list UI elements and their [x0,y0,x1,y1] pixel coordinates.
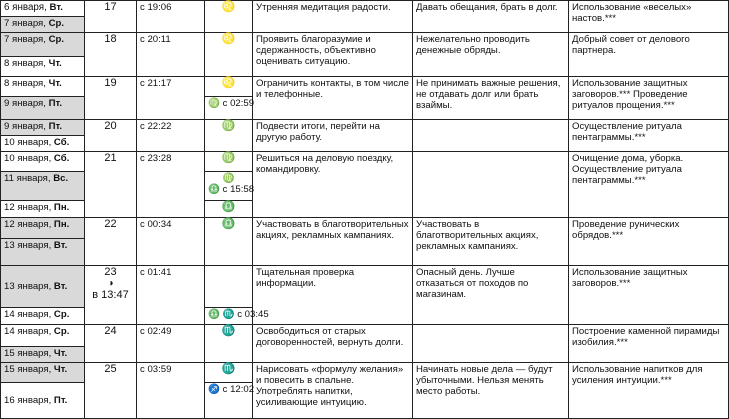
scorpio-sign-icon: ♏ [205,363,253,383]
warning-cell: Начинать новые дела — будут убыточными. Нельзя менять место работы. [413,363,569,419]
date-cell: 11 января, Вс. [1,172,85,200]
recommended-cell: Тщательная проверка информации. [253,265,413,324]
lunar-day: 24 [85,324,137,363]
lunar-day-start: с 02:49 [137,324,205,363]
warning-cell: Опасный день. Лучше отказаться от походов по магазинам. [413,265,569,324]
lunar-day-start: с 00:34 [137,218,205,266]
lunar-day-start: с 23:28 [137,152,205,218]
virgo-sign-icon: ♍ [222,173,235,185]
ritual-cell: Проведение рунических обрядов.*** [569,218,729,266]
lunar-day-start: с 20:11 [137,33,205,77]
recommended-cell: Ограничить контакты, в том числе и телефонные. [253,77,413,120]
date-cell: 10 января, Сб. [1,152,85,172]
leo-sign-icon: ♌ [205,1,253,33]
lunar-day-start: с 01:41 [137,265,205,324]
date-cell: 13 января, Вт. [1,265,85,308]
date-cell: 7 января, Ср. [1,17,85,33]
sign-empty [205,265,253,308]
lunar-day-start: с 03:59 [137,363,205,419]
recommended-cell: Решиться на деловую поездку, командировку. [253,152,413,218]
warning-cell: Не принимать важные решения, не отдавать долг или брать взаймы. [413,77,569,120]
libra-sign-icon: ♎ [205,218,253,266]
ritual-cell: Очищение дома, уборка. Осуществление ритуала пентаграммы.*** [569,152,729,218]
date-cell: 7 января, Ср. [1,33,85,56]
date-cell: 14 января, Ср. [1,324,85,346]
libra-sign-icon: ♎ с 15:58 [208,184,255,196]
warning-cell [413,324,569,363]
date-cell: 15 января, Чт. [1,346,85,362]
lunar-day: 22 [85,218,137,266]
ritual-cell: Осуществление ритуала пентаграммы.*** [569,119,729,151]
warning-cell: Нежелательно проводить денежные обряды. [413,33,569,77]
date-cell: 10 января, Сб. [1,135,85,151]
ritual-cell: Использование «веселых» настов.*** [569,1,729,33]
date-cell: 14 января, Ср. [1,308,85,324]
date-cell: 16 января, Пт. [1,383,85,419]
date-cell: 15 января, Чт. [1,363,85,383]
ritual-cell: Добрый совет от делового партнера. [569,33,729,77]
lunar-day: 25 [85,363,137,419]
moon-phase-time: в 13:47 [92,288,129,301]
lunar-day-start: с 21:17 [137,77,205,120]
date-cell: 13 января, Вт. [1,239,85,265]
date-cell: 9 января, Пт. [1,97,85,119]
lunar-day: 17 [85,1,137,33]
leo-sign-icon: ♌ [205,33,253,77]
lunar-day: 18 [85,33,137,77]
libra-sign-icon: ♎ [205,200,253,217]
warning-cell [413,119,569,151]
recommended-cell: Утренняя медитация радости. [253,1,413,33]
first-quarter-moon-icon: ◑ [107,277,114,289]
date-cell: 8 января, Чт. [1,56,85,76]
virgo-sign-icon: ♍ с 02:59 [205,97,253,119]
sagittarius-sign-icon: ♐ с 12:02 [205,383,253,419]
lunar-day: 21 [85,152,137,218]
lunar-day: 19 [85,77,137,120]
leo-sign-icon: ♌ [205,77,253,97]
libra-scorpio-sign-icon: ♎ ♏ с 03:45 [205,308,253,324]
scorpio-sign-icon: ♏ [205,324,253,363]
lunar-day-start: с 19:06 [137,1,205,33]
lunar-day-start: с 22:22 [137,119,205,151]
warning-cell [413,152,569,218]
recommended-cell: Проявить благоразумие и сдержанность, объективно оценивать ситуацию. [253,33,413,77]
date-cell: 6 января, Вт. [1,1,85,17]
warning-cell: Участвовать в благотворительных акциях, рекламных кампаниях. [413,218,569,266]
lunar-day [85,265,137,324]
virgo-sign-icon: ♍ [205,119,253,151]
date-cell: 12 января, Пн. [1,200,85,217]
virgo-libra-sign-icon [205,172,253,200]
warning-cell: Давать обещания, брать в долг. [413,1,569,33]
recommended-cell: Подвести итоги, перейти на другую работу. [253,119,413,151]
virgo-sign-icon: ♍ [205,152,253,172]
ritual-cell: Использование напитков для усиления интуиции.*** [569,363,729,419]
recommended-cell: Нарисовать «формулу желания» и повесить в спальне. Употреблять напитки, усиливающие интуицию. [253,363,413,419]
date-cell: 9 января, Пт. [1,119,85,135]
ritual-cell: Использование защитных заговоров.*** [569,265,729,324]
recommended-cell: Освободиться от старых договоренностей, вернуть долги. [253,324,413,363]
recommended-cell: Участвовать в благотворительных акциях, рекламных кампаниях. [253,218,413,266]
lunar-day: 20 [85,119,137,151]
date-cell: 12 января, Пн. [1,218,85,239]
ritual-cell: Построение каменной пирамиды изобилия.*** [569,324,729,363]
date-cell: 8 января, Чт. [1,77,85,97]
lunar-day-number: 23 [104,265,117,278]
ritual-cell: Использование защитных заговоров.*** Проведение ритуалов прощения.*** [569,77,729,120]
